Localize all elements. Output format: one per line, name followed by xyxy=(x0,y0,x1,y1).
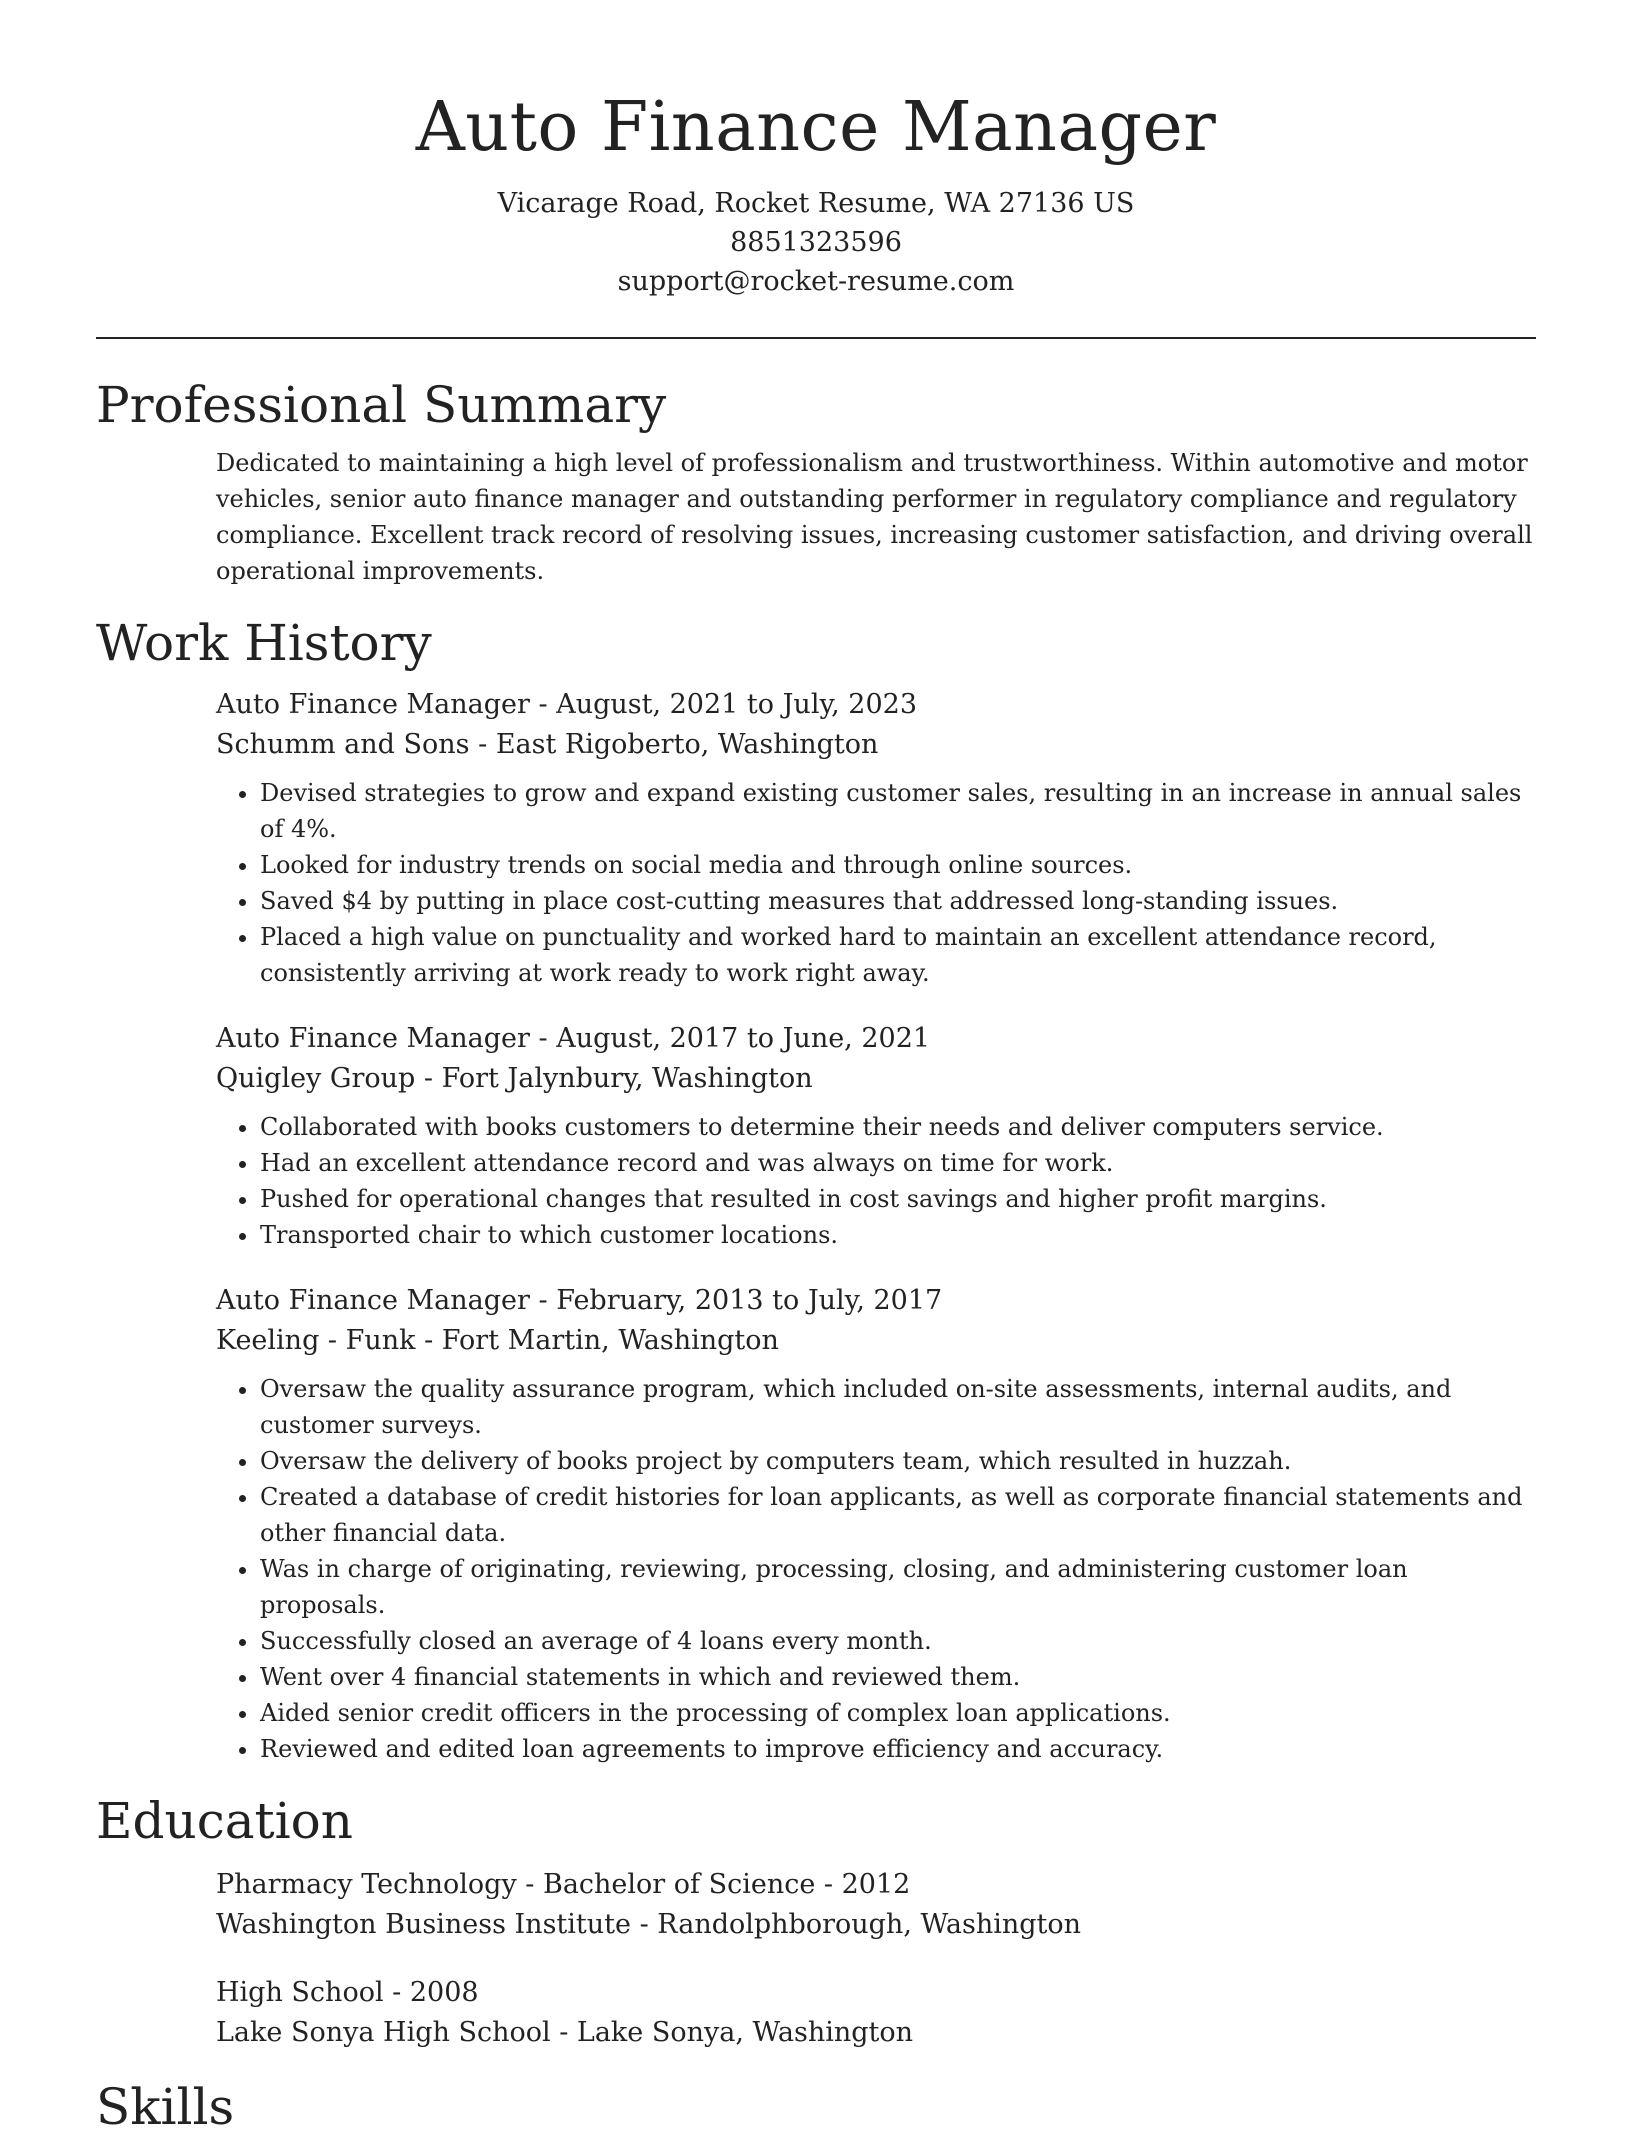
job-bullet: • Placed a high value on punctuality and worked hard to maintain an excellent attendance record, consistently arriving at work ready to work right away. xyxy=(260,919,1536,991)
phone-number: 8851323596 xyxy=(730,227,902,258)
job-entry xyxy=(216,1281,1536,1767)
job-company-line: Keeling - Funk - Fort Martin, Washington xyxy=(216,1325,779,1356)
job-bullets xyxy=(216,775,1536,991)
section-heading-work: Work History xyxy=(96,614,432,672)
job-bullet: • Created a database of credit histories for loan applicants, as well as corporate financial statements and other financial data. xyxy=(260,1479,1536,1551)
job-title-line: Auto Finance Manager - August, 2021 to July, 2023 xyxy=(216,689,917,720)
job-bullets xyxy=(216,1371,1536,1767)
section-heading-education: Education xyxy=(96,1792,353,1850)
resume-page xyxy=(96,0,1536,2139)
job-bullet: • Saved $4 by putting in place cost-cutting measures that addressed long-standing issues. xyxy=(260,883,1536,919)
job-title-line: Auto Finance Manager - February, 2013 to July, 2017 xyxy=(216,1285,943,1316)
school-line: Washington Business Institute - Randolphborough, Washington xyxy=(216,1909,1082,1940)
skills-section xyxy=(96,2075,1536,2139)
job-bullet: • Oversaw the quality assurance program, which included on-site assessments, internal audits, and customer surveys. xyxy=(260,1371,1536,1443)
job-title-line: Auto Finance Manager - August, 2017 to June, 2021 xyxy=(216,1023,931,1054)
job-bullet: • Collaborated with books customers to determine their needs and deliver computers service. xyxy=(260,1109,1536,1145)
job-bullet: • Aided senior credit officers in the processing of complex loan applications. xyxy=(260,1695,1536,1731)
job-bullet: • Looked for industry trends on social media and through online sources. xyxy=(260,847,1536,883)
job-company-line: Schumm and Sons - East Rigoberto, Washington xyxy=(216,729,879,760)
contact-info xyxy=(96,184,1536,301)
resume-header xyxy=(96,0,1536,301)
job-bullet: • Had an excellent attendance record and was always on time for work. xyxy=(260,1145,1536,1181)
job-entry xyxy=(216,1019,1536,1253)
job-bullet: • Was in charge of originating, reviewing, processing, closing, and administering customer loan proposals. xyxy=(260,1551,1536,1623)
education-entry xyxy=(216,1973,1536,2053)
job-bullet: • Transported chair to which customer locations. xyxy=(260,1217,1536,1253)
job-bullet: • Oversaw the delivery of books project by computers team, which resulted in huzzah. xyxy=(260,1443,1536,1479)
professional-summary-section xyxy=(96,373,1536,589)
job-bullet: • Reviewed and edited loan agreements to improve efficiency and accuracy. xyxy=(260,1731,1536,1767)
candidate-name: Auto Finance Manager xyxy=(415,88,1217,167)
degree-line: High School - 2008 xyxy=(216,1977,479,2008)
job-bullets xyxy=(216,1109,1536,1253)
education-entry xyxy=(216,1865,1536,1945)
school-line: Lake Sonya High School - Lake Sonya, Washington xyxy=(216,2017,914,2048)
address: Vicarage Road, Rocket Resume, WA 27136 US xyxy=(497,188,1135,219)
job-entry xyxy=(216,685,1536,991)
section-heading-summary: Professional Summary xyxy=(96,376,667,434)
summary-text: Dedicated to maintaining a high level of professionalism and trustworthiness. Within automotive and motor vehicles, senior auto finance manager and outstanding performer in regulatory compliance and regulatory compliance. Excellent track record of resolving issues, increasing customer satisfaction, and driving overall operational improvements. xyxy=(216,449,1533,585)
section-heading-skills: Skills xyxy=(96,2078,235,2136)
job-bullet: • Went over 4 financial statements in which and reviewed them. xyxy=(260,1659,1536,1695)
job-bullet: • Pushed for operational changes that resulted in cost savings and higher profit margins. xyxy=(260,1181,1536,1217)
header-divider xyxy=(96,337,1536,339)
education-section xyxy=(96,1789,1536,2053)
job-bullet: • Successfully closed an average of 4 loans every month. xyxy=(260,1623,1536,1659)
job-bullet: • Devised strategies to grow and expand existing customer sales, resulting in an increase in annual sales of 4%. xyxy=(260,775,1536,847)
degree-line: Pharmacy Technology - Bachelor of Science - 2012 xyxy=(216,1869,911,1900)
job-company-line: Quigley Group - Fort Jalynbury, Washington xyxy=(216,1063,813,1094)
work-history-section xyxy=(96,611,1536,1767)
email-address: support@rocket-resume.com xyxy=(617,266,1015,297)
